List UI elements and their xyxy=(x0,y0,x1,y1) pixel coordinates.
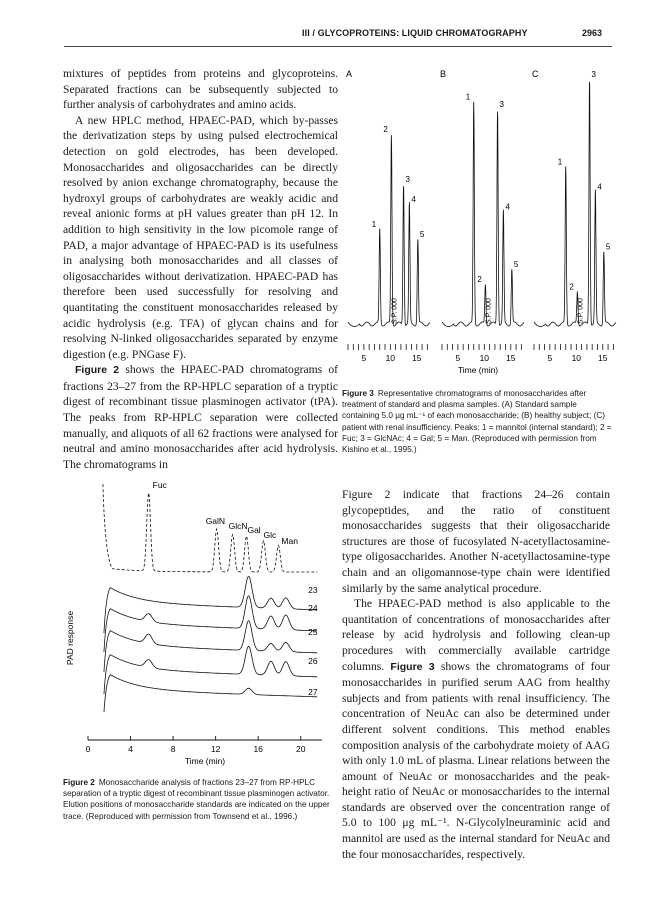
standard-label: Man xyxy=(281,536,298,546)
fraction-trace xyxy=(104,596,317,652)
x-axis-label: Time (min) xyxy=(184,756,226,766)
paragraph xyxy=(342,596,610,862)
tick-label: 12 xyxy=(210,744,221,754)
peak-label: 2 xyxy=(383,125,388,134)
fraction-trace xyxy=(104,621,317,672)
fraction-label: 25 xyxy=(308,627,318,637)
tick-label: 5 xyxy=(361,353,367,363)
peak-label: 4 xyxy=(597,182,602,192)
tick-label: 15 xyxy=(506,353,516,363)
paragraph-text: The HPAEC-PAD method is also applicable to the quantitation of concentrations of monosaccharides after release by acid hydrolysis and following clean-up procedures with commercially available cartridge columns. xyxy=(342,597,610,673)
paragraph-text: shows the chromatograms of four monosaccharides in purified serum AAG from healthy subjects and from patients with renal insufficiency. The concentration of NeuAc can also be determined under different solvent conditions. This method enables composition analysis of the carbohydrate moiety of AAG with only 1.0 mL of plasma. Linear relations between the amount of NeuAc or monosaccharides and the peak-height ratio of NeuAc or monosaccharides to the internal standards are observed over the concentration range of 5.0 to 100 μg mL⁻¹. N-Glycolylneuraminic acid and mannitol are used as the internal standard for NeuAc and the four monosaccharides, respectively. xyxy=(342,659,610,861)
caption-label: Figure 2 xyxy=(63,778,95,787)
figure-reference[interactable]: Figure 3 xyxy=(390,660,435,673)
peak-label: 2 xyxy=(477,275,482,284)
page-number: 2963 xyxy=(582,28,603,38)
tick-label: 20 xyxy=(295,744,306,754)
system-peak-label: S.P. 000 xyxy=(577,298,585,324)
peak-label: 1 xyxy=(557,157,563,167)
tick-label: 10 xyxy=(479,353,490,363)
standard-label: GalN xyxy=(205,516,226,526)
standards-trace xyxy=(103,484,317,572)
running-header-title: III / GLYCOPROTEINS: LIQUID CHROMATOGRAPHY xyxy=(302,28,528,38)
peak-label: 5 xyxy=(605,242,611,252)
figure-3-chromatograms xyxy=(338,60,618,382)
paragraph-text: shows the HPAEC-PAD chromatograms of fractions 23–27 from the RP-HPLC separation of a tryptic digest of recombinant tissue plasminogen activator (tPA). The peaks from RP-HPLC separation were collected manually, and aliquots of all 62 fractions were analysed for neutral and amino monosaccharides after acid hydrolysis. The chromatograms in xyxy=(63,363,339,471)
tick-label: 10 xyxy=(571,353,582,363)
peak-label: 5 xyxy=(419,230,425,239)
fraction-label: 24 xyxy=(308,603,318,613)
peak-label: 4 xyxy=(505,202,510,212)
peak-label: 2 xyxy=(569,282,574,292)
paragraph: Figure 2 indicate that fractions 24–26 contain glycopeptides, and the ratio of constituent monosaccharides suggests that their oligosaccharide structures are those of fucosylated N-acetyllactosamine-type oligosaccharides. Another N-acetyllactosamine-type chain and an oligomannose-type chain were identified similarly by the same analytical procedure. xyxy=(342,488,610,595)
paragraph: A new HPLC method, HPAEC-PAD, which by-passes the derivatization steps by using pulsed electrochemical detection on gold electrodes, has been developed. Monosaccharides and oligosaccharides can be directly resolved by anion exchange chromatography, because the hydroxyl groups of carbohydrates are weakly acidic and reveal anionic forms at pH values greater than pH 12. In addition to high sensitivity in the low picomole range of PAD, a major advantage of HPAEC-PAD is its usefulness in analysing both monosaccharides and all classes of oligosaccharides without derivatization. HPAEC-PAD has therefore been used successfully for resolving and quantitating the constituent monosaccharides released by acidic hydrolysis (e.g. TFA) of glycan chains and for resolving N-linked oligosaccharides separated by enzyme digestion (e.g. PNGase F). xyxy=(63,113,338,361)
y-axis-label: PAD response xyxy=(65,610,75,666)
system-peak-label: S.P. 000 xyxy=(485,298,493,324)
panel-label: B xyxy=(440,69,447,79)
figure-reference[interactable]: Figure 2 xyxy=(75,364,120,377)
fraction-label: 23 xyxy=(308,585,318,595)
standard-label: Gal xyxy=(247,525,261,535)
tick-label: 4 xyxy=(128,744,133,754)
peak-label: 1 xyxy=(371,220,377,229)
standard-label: Fuc xyxy=(152,480,167,490)
fraction-trace xyxy=(104,646,317,694)
standard-label: GlcN xyxy=(228,521,248,531)
left-text-column xyxy=(63,66,338,472)
peak-label: 3 xyxy=(591,70,597,79)
tick-label: 5 xyxy=(455,353,461,363)
header-rule xyxy=(64,46,612,47)
caption-label: Figure 3 xyxy=(342,389,374,398)
system-peak-label: S.P. 000 xyxy=(391,298,399,324)
chromatogram-trace xyxy=(348,135,430,326)
figure-2-chromatograms xyxy=(60,478,335,773)
peak-label: 4 xyxy=(411,195,416,204)
right-text-column xyxy=(342,487,610,862)
panel-label: C xyxy=(532,69,539,79)
fraction-trace xyxy=(104,675,317,712)
running-header xyxy=(0,26,668,40)
tick-label: 0 xyxy=(85,744,91,754)
fraction-label: 27 xyxy=(308,687,318,697)
tick-label: 10 xyxy=(385,353,396,363)
peak-label: 3 xyxy=(499,100,505,109)
panel-label: A xyxy=(346,69,353,79)
tick-label: 15 xyxy=(598,353,608,363)
peak-label: 5 xyxy=(513,260,519,269)
caption-text: Representative chromatograms of monosaccharides after treatment of standard and plasma samples. (A) Standard sample containing 5.0 μg mL⁻¹ of each monosaccharide; (B) healthy subject; (C) patient with renal insufficiency. Peaks: 1 = mannitol (internal standard); 2 = Fuc; 3 = GlcNAc; 4 = Gal; 5 = Man. (Reproduced with permission from Kishino et al., 1995.) xyxy=(342,389,612,455)
tick-label: 15 xyxy=(412,353,422,363)
chromatogram-trace xyxy=(534,82,616,327)
standard-label: Glc xyxy=(263,530,277,540)
tick-label: 5 xyxy=(547,353,553,363)
caption-text: Monosaccharide analysis of fractions 23–27 from RP-HPLC separation of a tryptic digest of recombinant tissue plasminogen activator. Elution positions of monosaccharide standards are indicated on the upper trace. (Reproduced with permission from Townsend et al., 1996.) xyxy=(63,778,330,821)
figure-3-caption xyxy=(342,388,612,455)
figure-2-caption xyxy=(63,777,334,822)
tick-label: 16 xyxy=(253,744,263,754)
fraction-label: 26 xyxy=(308,656,318,666)
paragraph: mixtures of peptides from proteins and glycoproteins. Separated fractions can be subsequently subjected to further analysis of carbohydrates and amino acids. xyxy=(63,67,338,112)
tick-label: 8 xyxy=(170,744,176,754)
paragraph xyxy=(63,362,338,472)
chromatogram-trace xyxy=(442,102,524,327)
x-axis-label: Time (min) xyxy=(457,365,499,375)
peak-label: 3 xyxy=(405,175,411,184)
fraction-trace xyxy=(104,576,317,633)
peak-label: 1 xyxy=(465,92,471,102)
